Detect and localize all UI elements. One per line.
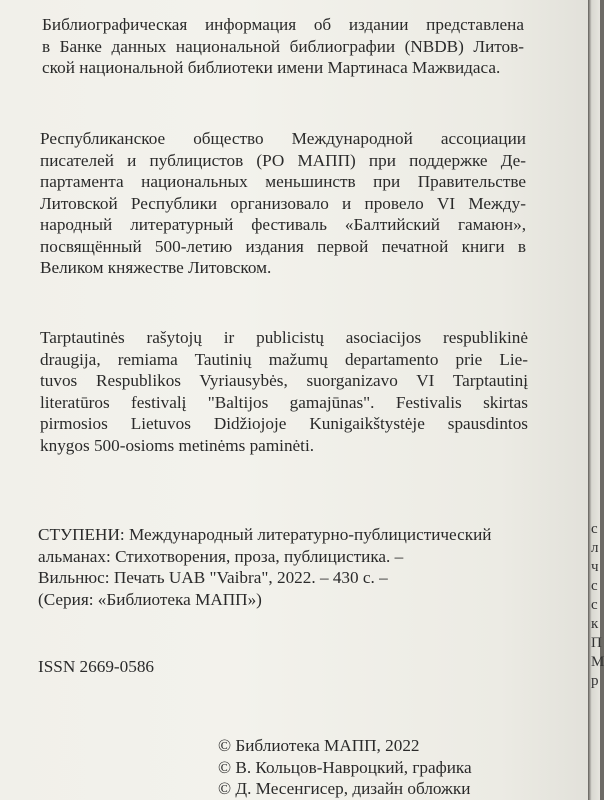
russian-paragraph-line: писателей и публицистов (РО МАПП) при поддержке Де- <box>40 150 526 170</box>
russian-paragraph-line: посвящённый 500-летию издания первой печатной книги в <box>40 236 526 256</box>
lithuanian-paragraph-line: pirmosios Lietuvos Didžiojoje Kunigaikštystėje spausdintos <box>40 414 528 433</box>
bibliographic-note <box>42 14 524 79</box>
copyright-line: © В. Кольцов-Навроцкий, графика <box>218 757 472 777</box>
copyright-line: © Д. Месенгисер, дизайн обложки <box>218 779 471 798</box>
russian-paragraph <box>40 128 526 279</box>
catalog-entry-line: (Серия: «Библиотека МАПП») <box>38 589 262 609</box>
lithuanian-paragraph-line: Tarptautinės rašytojų ir publicistų asociacijos respublikinė <box>40 328 528 347</box>
facing-fragment: с <box>591 597 598 613</box>
lithuanian-paragraph-line: draugija, remiama Tautinių mažumų departamento prie Lie- <box>40 349 528 369</box>
catalog-entry-line: Вильнюс: Печать UAB "Vaibra", 2022. – 430 с. – <box>38 568 388 587</box>
facing-fragment: с <box>591 521 598 537</box>
russian-paragraph-line: Великом княжестве Литовском. <box>40 258 272 277</box>
catalog-entry <box>38 524 518 610</box>
russian-paragraph-line: Литовской Республики организовало и провело VI Между- <box>40 193 526 213</box>
russian-paragraph-line: партамента национальных меньшинств при Правительстве <box>40 172 526 191</box>
lithuanian-paragraph-line: literatūros festivalį "Baltijos gamajūnas". Festivalis skirtas <box>40 392 528 412</box>
lithuanian-paragraph <box>40 327 528 456</box>
bibliographic-note-line: ской национальной библиотеки имени Мартинаса Мажвидаса. <box>42 58 501 77</box>
russian-paragraph-line: народный литературный фестиваль «Балтийский гамаюн», <box>40 215 526 234</box>
facing-fragment: с <box>591 578 598 594</box>
bibliographic-note-line: в Банке данных национальной библиографии (NBDB) Литов- <box>42 36 524 56</box>
russian-paragraph-line: Республиканское общество Международной ассоциации <box>40 129 526 148</box>
lithuanian-paragraph-line: tuvos Respublikos Vyriausybės, suorganizavo VI Tarptautinį <box>40 371 528 390</box>
facing-fragment: М <box>591 654 604 670</box>
facing-fragment: к <box>591 616 599 632</box>
catalog-entry-line: СТУПЕНИ: Международный литературно-публицистический <box>38 525 492 544</box>
lithuanian-paragraph-line: knygos 500-osioms metinėms paminėti. <box>40 435 315 455</box>
copyright-line: © Библиотека МАПП, 2022 <box>218 736 420 755</box>
facing-page-fragments <box>591 520 604 691</box>
issn-text: ISSN 2669-0586 <box>38 657 155 676</box>
facing-fragment: л <box>591 540 599 556</box>
facing-fragment: ч <box>591 559 599 575</box>
facing-fragment: П <box>591 635 602 651</box>
issn-number <box>38 656 238 678</box>
bibliographic-note-line: Библиографическая информация об издании представлена <box>42 15 524 34</box>
catalog-entry-line: альманах: Стихотворения, проза, публицистика. – <box>38 546 404 566</box>
copyright-notices <box>218 735 518 800</box>
facing-fragment: р <box>591 673 599 689</box>
